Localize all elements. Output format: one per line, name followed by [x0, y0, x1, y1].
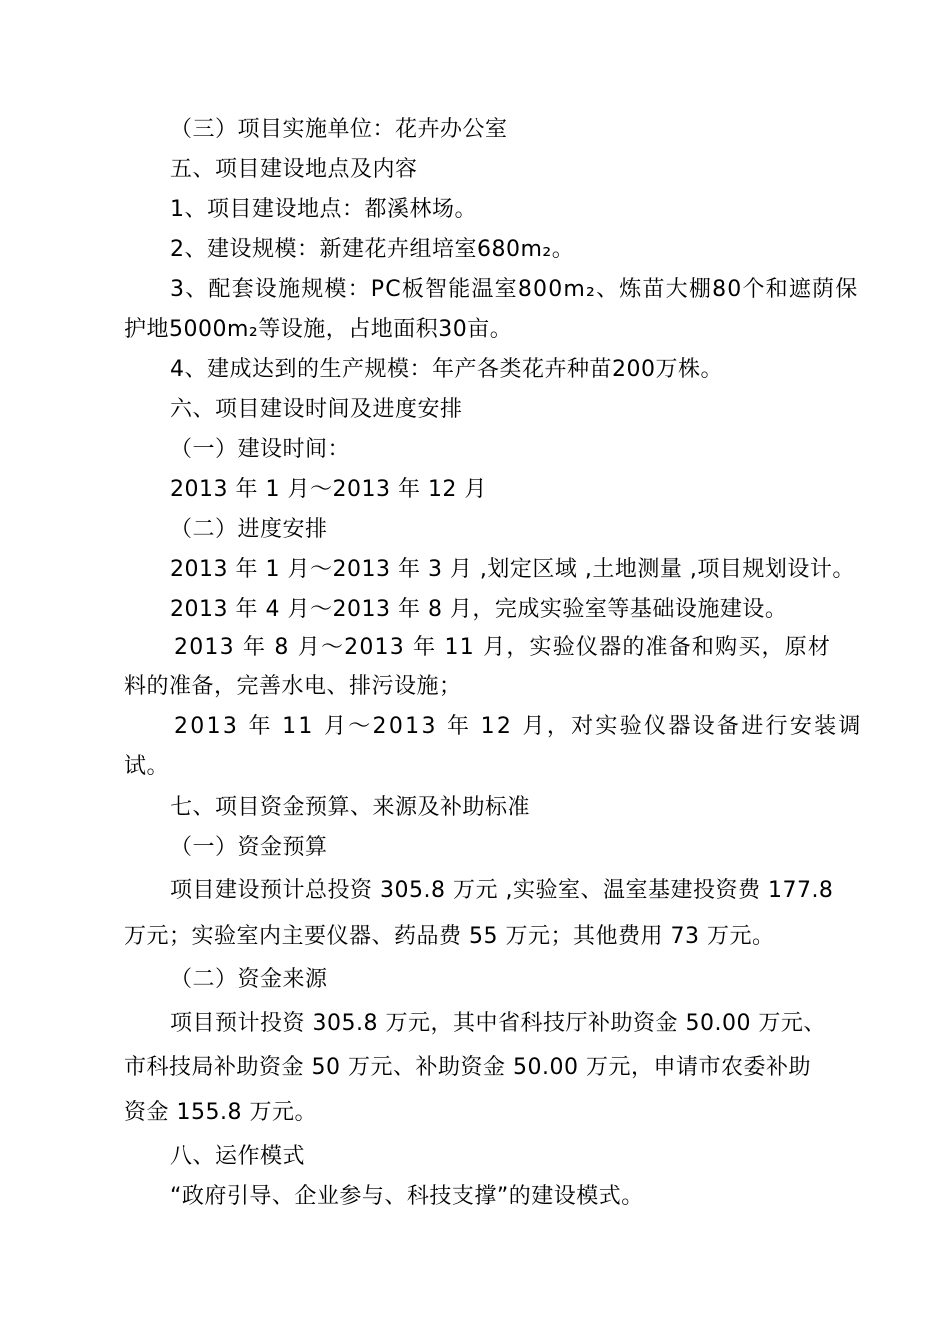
- text-line: 料的准备，完善水电、排污设施；: [124, 674, 462, 699]
- text-line: 2013 年 4 月～2013 年 8 月，完成实验室等基础设施建设。: [170, 597, 788, 622]
- text-line: 4、建成达到的生产规模：年产各类花卉种苗200万株。: [170, 357, 723, 382]
- text-line: “政府引导、企业参与、科技支撑”的建设模式。: [170, 1184, 644, 1209]
- text-line: （二）进度安排: [170, 517, 328, 542]
- text-line: 试。: [124, 754, 170, 779]
- text-line: 项目预计投资 305.8 万元，其中省科技厅补助资金 50.00 万元、: [170, 1011, 826, 1036]
- section-heading: 七、项目资金预算、来源及补助标准: [170, 795, 531, 820]
- text-line: 市科技局补助资金 50 万元、补助资金 50.00 万元，申请市农委补助: [124, 1055, 811, 1080]
- text-line: 2、建设规模：新建花卉组培室680m₂。: [170, 237, 575, 262]
- text-line: （二）资金来源: [170, 967, 328, 992]
- text-line: 1、项目建设地点：都溪林场。: [170, 197, 477, 222]
- text-line: 2013 年 8 月～2013 年 11 月，实验仪器的准备和购买，原材: [174, 635, 832, 660]
- text-line: 2013 年 1 月～2013 年 3 月 ,划定区域 ,土地测量 ,项目规划设计。: [170, 557, 855, 582]
- text-line: （一）资金预算: [170, 835, 328, 860]
- section-heading: 六、项目建设时间及进度安排: [170, 397, 463, 422]
- text-line: 资金 155.8 万元。: [124, 1100, 317, 1125]
- text-line: 3、配套设施规模：PC板智能温室800m₂、炼苗大棚80个和遮荫保: [170, 277, 859, 302]
- text-line: 护地5000m₂等设施，占地面积30亩。: [124, 317, 513, 342]
- section-heading: 五、项目建设地点及内容: [170, 157, 418, 182]
- text-line: （三）项目实施单位：花卉办公室: [170, 117, 508, 142]
- text-line: 万元；实验室内主要仪器、药品费 55 万元；其他费用 73 万元。: [124, 924, 775, 949]
- text-line: 2013 年 1 月～2013 年 12 月: [170, 477, 487, 502]
- section-heading: 八、运作模式: [170, 1144, 306, 1169]
- text-line: 项目建设预计总投资 305.8 万元 ,实验室、温室基建投资费 177.8: [170, 878, 834, 903]
- text-line: 2013 年 11 月～2013 年 12 月，对实验仪器设备进行安装调: [174, 714, 863, 739]
- text-line: （一）建设时间：: [170, 437, 351, 462]
